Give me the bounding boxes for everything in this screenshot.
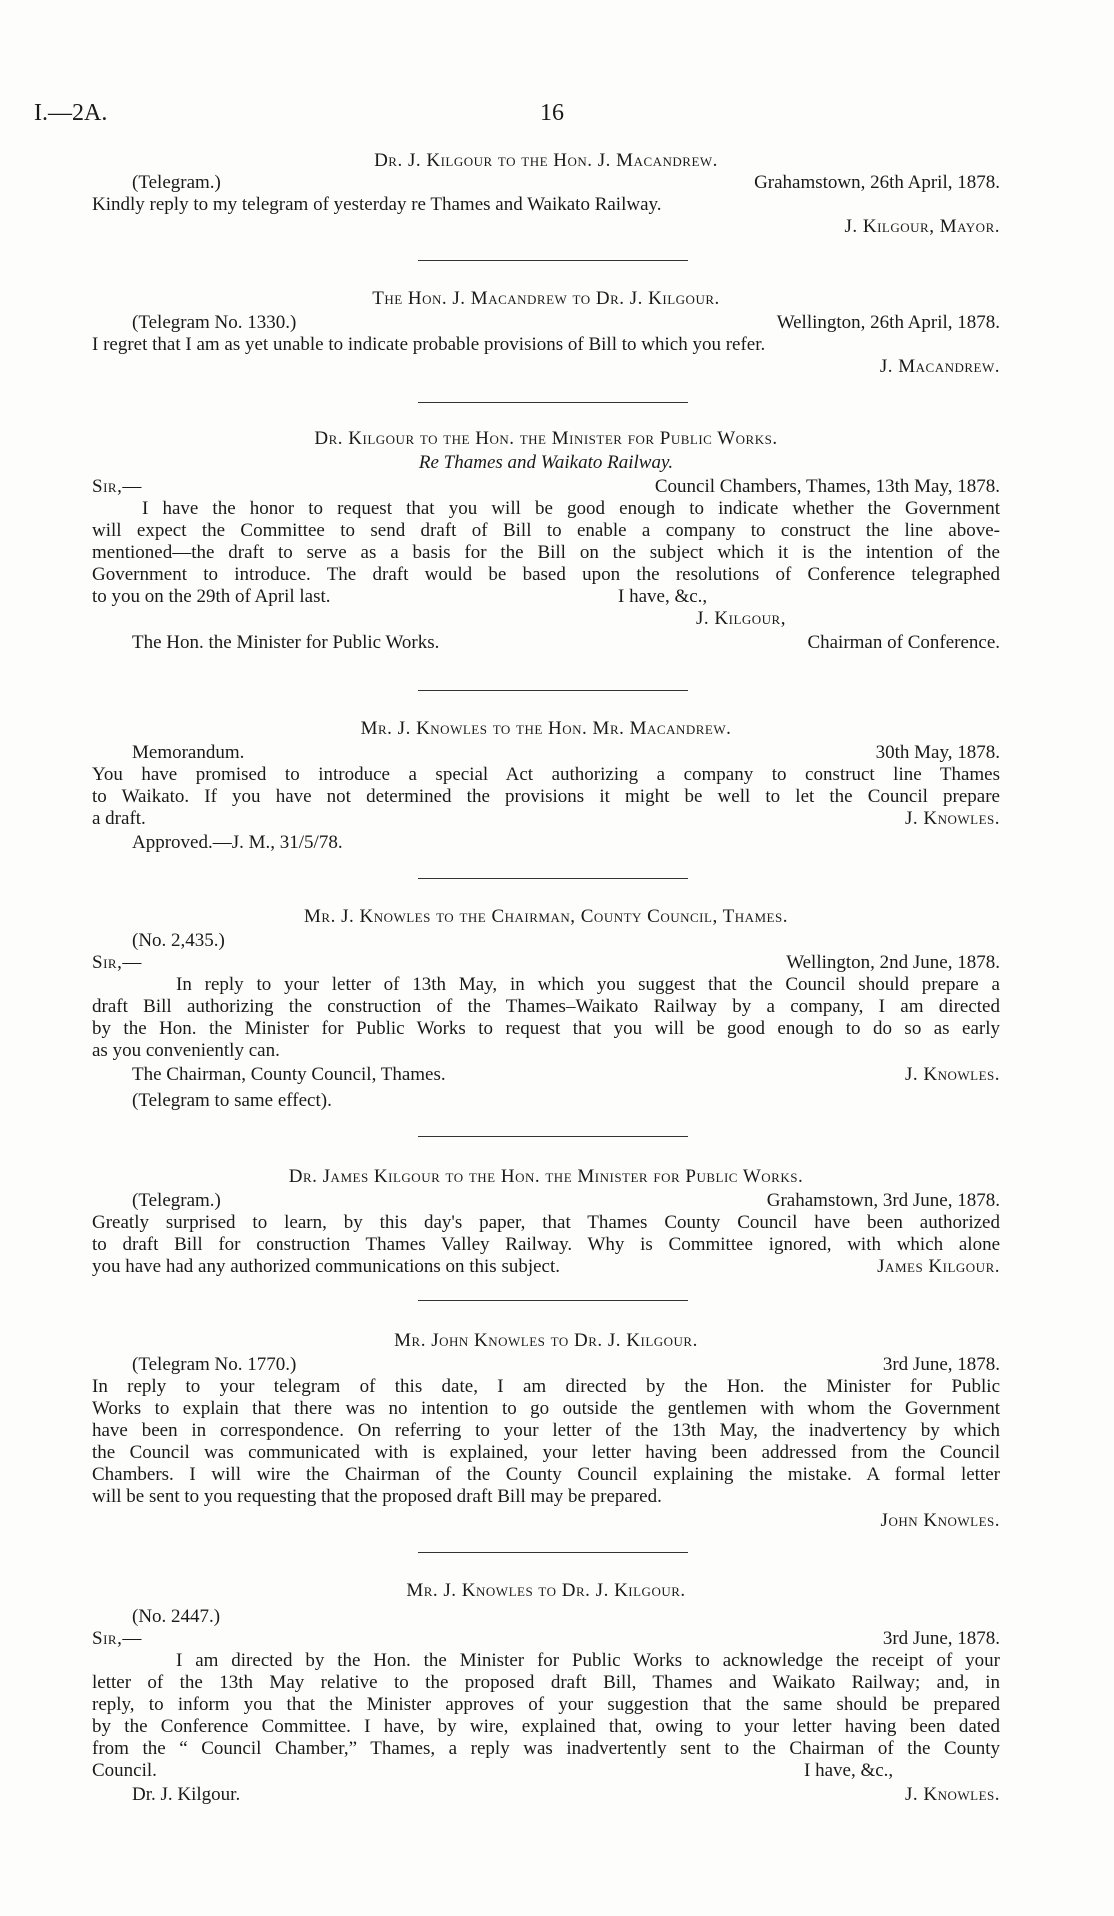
salutation: Sir,— (92, 952, 142, 973)
section-divider (418, 1300, 688, 1301)
letter-type: (Telegram No. 1330.) (132, 312, 297, 333)
body-line: I have the honor to request that you will be good enough to indicate whether the Government (142, 498, 1000, 519)
letter-type: (Telegram No. 1770.) (132, 1354, 297, 1375)
letter-footer (92, 1784, 1000, 1806)
salutation: Sir,— (92, 1628, 142, 1649)
body-line: Chambers. I will wire the Chairman of the County Council explaining the mistake. A formal letter (92, 1464, 1000, 1485)
letter-footer (92, 632, 1000, 654)
letter-signature: J. Knowles. (904, 1064, 1000, 1085)
letter-signature: J. Macandrew. (879, 356, 1000, 377)
letter-heading: Dr. James Kilgour to the Hon. the Minister for Public Works. (288, 1166, 804, 1187)
body-line-text: to you on the 29th of April last. (92, 586, 331, 607)
letter-date: Wellington, 2nd June, 1878. (786, 952, 1000, 973)
section-divider (418, 1136, 688, 1137)
closing: I have, &c., (804, 1760, 894, 1781)
salutation: Sir,— (92, 476, 142, 497)
letter-meta (92, 476, 1000, 498)
body-line: to Waikato. If you have not determined the provisions it might be well to let the Council prepare (92, 786, 1000, 807)
letter-signature: J. Knowles. (904, 808, 1000, 829)
letter-date: Grahamstown, 26th April, 1878. (754, 172, 1000, 193)
letter-meta (92, 742, 1000, 764)
letter-meta (92, 952, 1000, 974)
document-code: I.—2A. (34, 100, 108, 126)
letter-date: 30th May, 1878. (875, 742, 1000, 763)
body-line (92, 808, 1000, 830)
body-line: the Council was communicated with is explained, your letter having been addressed from the Council (92, 1442, 1000, 1463)
body-line: to draft Bill for construction Thames Valley Railway. Why is Committee ignored, with which alone (92, 1234, 1000, 1255)
telegram-note: (Telegram to same effect). (132, 1090, 332, 1111)
body-line: draft Bill authorizing the construction of the Thames–Waikato Railway by a company, I am directed (92, 996, 1000, 1017)
letter-heading: Dr. J. Kilgour to the Hon. J. Macandrew. (374, 150, 718, 171)
section-divider (418, 690, 688, 691)
letter-signature: J. Kilgour, Mayor. (844, 216, 1000, 237)
letter-footer (92, 1064, 1000, 1086)
body-line (92, 1760, 1000, 1782)
section-divider (418, 878, 688, 879)
body-line-text: you have had any authorized communications on this subject. (92, 1256, 561, 1277)
body-line: I am directed by the Hon. the Minister for Public Works to acknowledge the receipt of your (176, 1650, 1000, 1671)
body-line: from the “ Council Chamber,” Thames, a reply was inadvertently sent to the Chairman of the County (92, 1738, 1000, 1759)
letter-number: (No. 2,435.) (132, 930, 225, 951)
addressee: The Hon. the Minister for Public Works. (132, 632, 440, 653)
letter-date: Grahamstown, 3rd June, 1878. (766, 1190, 1000, 1211)
body-line: have been in correspondence. On referring to your letter of the 13th May, the inadvertency by which (92, 1420, 1000, 1441)
addressee: Dr. J. Kilgour. (132, 1784, 241, 1805)
body-line: Works to explain that there was no intention to go outside the gentlemen with whom the Government (92, 1398, 1000, 1419)
letter-heading: Mr. John Knowles to Dr. J. Kilgour. (394, 1330, 698, 1351)
letter-signature: John Knowles. (880, 1510, 1000, 1531)
letter-type: (Telegram.) (132, 1190, 221, 1211)
approval-note: Approved.—J. M., 31/5/78. (132, 832, 343, 853)
body-line: by the Hon. the Minister for Public Works to request that you will be good enough to do so as early (92, 1018, 1000, 1039)
letter-meta (92, 1628, 1000, 1650)
closing: I have, &c., (618, 586, 708, 607)
letter-meta (92, 312, 1000, 334)
letter-meta (92, 1190, 1000, 1212)
body-line: as you conveniently can. (92, 1040, 280, 1061)
letter-heading: Mr. J. Knowles to the Hon. Mr. Macandrew. (360, 718, 732, 739)
letter-subject: Re Thames and Waikato Railway. (418, 452, 674, 473)
letter-signature: J. Kilgour, (696, 608, 786, 629)
body-line: I regret that I am as yet unable to indicate probable provisions of Bill to which you refer. (92, 334, 766, 355)
body-line: Government to introduce. The draft would be based upon the resolutions of Conference telegraphed (92, 564, 1000, 585)
body-line (92, 586, 1000, 608)
signatory-title: Chairman of Conference. (807, 632, 1000, 653)
body-line: letter of the 13th May relative to the proposed draft Bill, Thames and Waikato Railway; and, in (92, 1672, 1000, 1693)
body-line: You have promised to introduce a special Act authorizing a company to construct line Thames (92, 764, 1000, 785)
body-line-text: Council. (92, 1760, 157, 1781)
letter-meta (92, 172, 1000, 194)
section-divider (418, 402, 688, 403)
letter-heading: Mr. J. Knowles to the Chairman, County Council, Thames. (304, 906, 788, 927)
letter-date: Wellington, 26th April, 1878. (776, 312, 1000, 333)
letter-date: Council Chambers, Thames, 13th May, 1878. (654, 476, 1000, 497)
letter-date: 3rd June, 1878. (882, 1354, 1000, 1375)
letter-meta (92, 1354, 1000, 1376)
letter-type: Memorandum. (132, 742, 245, 763)
body-line-text: a draft. (92, 808, 146, 829)
body-line: In reply to your telegram of this date, I am directed by the Hon. the Minister for Public (92, 1376, 1000, 1397)
letter-type: (Telegram.) (132, 172, 221, 193)
body-line (92, 1256, 1000, 1278)
letter-number: (No. 2447.) (132, 1606, 221, 1627)
body-line: by the Conference Committee. I have, by wire, explained that, owing to your letter having been dated (92, 1716, 1000, 1737)
page-number: 16 (540, 100, 564, 126)
body-line: will be sent to you requesting that the proposed draft Bill may be prepared. (92, 1486, 662, 1507)
body-line: Kindly reply to my telegram of yesterday re Thames and Waikato Railway. (92, 194, 662, 215)
letter-signature: James Kilgour. (877, 1256, 1000, 1277)
section-divider (418, 260, 688, 261)
letter-heading: The Hon. J. Macandrew to Dr. J. Kilgour. (372, 288, 720, 309)
body-line: reply, to inform you that the Minister approves of your suggestion that the same should be prepared (92, 1694, 1000, 1715)
body-line: will expect the Committee to send draft of Bill to enable a company to construct the line above- (92, 520, 1000, 541)
letter-heading: Mr. J. Knowles to Dr. J. Kilgour. (406, 1580, 686, 1601)
section-divider (418, 1552, 688, 1553)
letter-signature: J. Knowles. (904, 1784, 1000, 1805)
letter-date: 3rd June, 1878. (882, 1628, 1000, 1649)
body-line: In reply to your letter of 13th May, in which you suggest that the Council should prepare a (176, 974, 1000, 995)
body-line: mentioned—the draft to serve as a basis for the Bill on the subject which it is the intention of the (92, 542, 1000, 563)
addressee: The Chairman, County Council, Thames. (132, 1064, 446, 1085)
body-line: Greatly surprised to learn, by this day's paper, that Thames County Council have been authorized (92, 1212, 1000, 1233)
letter-heading: Dr. Kilgour to the Hon. the Minister for Public Works. (314, 428, 778, 449)
